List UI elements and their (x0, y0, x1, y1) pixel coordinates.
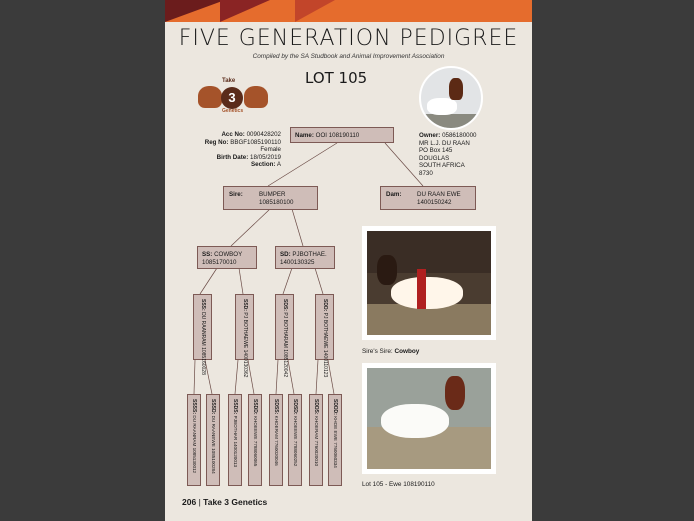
lot-ewe-photo (362, 363, 496, 474)
ss-box: SS: COWBOY 1085170010 (197, 246, 257, 269)
sd-box: SD: PJBOTHAE. 1400130325 (275, 246, 335, 269)
animal-info: Acc No: 0090428202 Reg No: BBGF1085190110 Female Birth Date: 18/05/2019 Section: A (204, 131, 281, 169)
sdss-box: SDSS: KHOERAM 7760020046 (269, 394, 283, 486)
sdds-box: SDDS: KHOERAM 7760020010 (309, 394, 323, 486)
sdsd-box: SDSD: KHOEEWE 7788060252 (288, 394, 302, 486)
owner-info: Owner: 0586180000 MR L.J. DU RAAN PO Box 145 DOUGLAS SOUTH AFRICA 8730 (419, 132, 477, 177)
take3-genetics-logo: Take 3 Genetics (196, 84, 270, 114)
page-subtitle: Compiled by the SA Studbook and Animal Improvement Association (252, 53, 445, 60)
sss-box: SSS: DU RAANRAM 1085160028 (193, 294, 212, 360)
ssd-box: SSD: PJ BOTHAEWE 1400130362 (235, 294, 254, 360)
dam-box: Dam: DU RAAN EWE 1400150242 (380, 186, 476, 210)
lot-number: LOT 105 (305, 69, 368, 87)
ssds-box: SSDS: PJBOTHAR 1400120013 (228, 394, 242, 486)
rosette-ribbon-icon (417, 269, 426, 309)
pedigree-page (165, 0, 532, 521)
name-box: Name: OOI 108190110 (290, 127, 394, 143)
sssd-box: SSSD: DU RAANEWE 1085100284 (206, 394, 220, 486)
sddd-box: SDDD: KHOE EWE 7760060334 (328, 394, 342, 486)
sire-box: Sire: BUMPER 1085180100 (223, 186, 318, 210)
sds-box: SDS: PJ BOTHARAM 1085120042 (275, 294, 294, 360)
ssss-box: SSSS: DU RAANRAM 1085130012 (187, 394, 201, 486)
sires-sire-photo (362, 226, 496, 340)
sires-sire-caption: Sire's Sire: Cowboy (362, 348, 420, 355)
page-title: FIVE GENERATION PEDIGREE (178, 26, 519, 51)
lot-ewe-caption: Lot 105 - Ewe 108190110 (362, 481, 435, 488)
ssdd-box: SSDD: KHOEEWE 7788060065 (248, 394, 262, 486)
sdd-box: SDD: PJ BOTHAEWE 1400110123 (315, 294, 334, 360)
page-footer: 206 | Take 3 Genetics (182, 497, 268, 507)
